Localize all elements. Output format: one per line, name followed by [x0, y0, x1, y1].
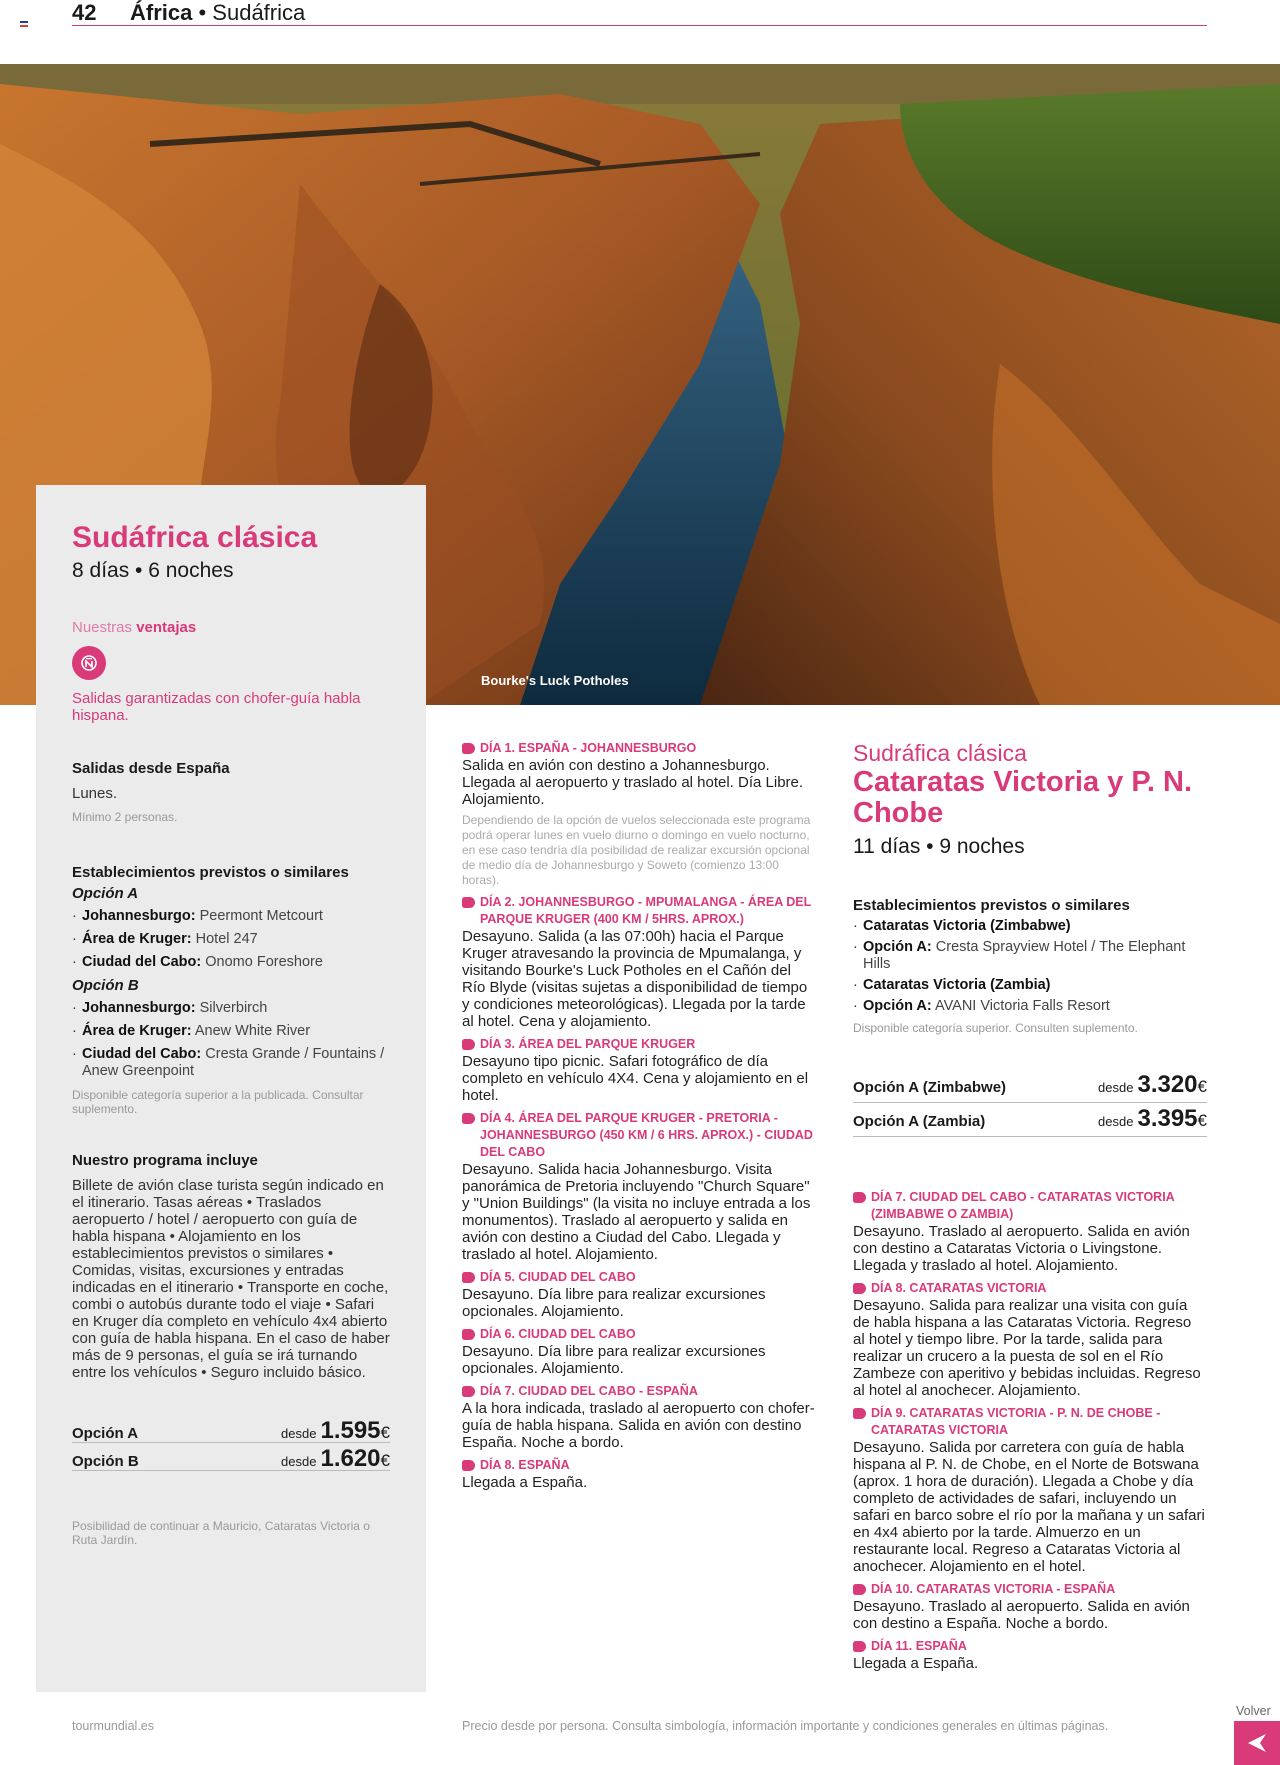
list-item: · Opción A: AVANI Victoria Falls Resort [853, 998, 1207, 1015]
spain-flag-icon [20, 21, 28, 27]
back-button[interactable] [1234, 1721, 1280, 1765]
advantages-heading [72, 619, 390, 636]
day-entry: DÍA 1. ESPAÑA - JOHANNESBURGO Salida en avión con destino a Johannesburgo. Llegada al aeropuerto y traslado al hotel. Día Libre. Alojamiento. Dependiendo de la opción de vuelos seleccionada este programa podrá operar lunes en vuelo diurno o domingo en vuelo nocturno, en ese caso tendría día posibilidad de realizar excursión opcional de medio día de Johannesburgo y Soweto (comienzo 13:00 horas). [462, 740, 817, 888]
extension-hotels-list [853, 918, 1207, 1015]
price-row: Opción A desde 1.595 € [72, 1417, 390, 1444]
list-item: · Ciudad del Cabo: Cresta Grande / Fountains / Anew Greenpoint [72, 1046, 390, 1080]
extension-hotels-heading: Establecimientos previstos o similares [853, 897, 1130, 914]
departures-min: Mínimo 2 personas. [72, 810, 178, 824]
day-entry: DÍA 6. CIUDAD DEL CABO Desayuno. Día libre para realizar excursiones opcionales. Alojamiento. [462, 1326, 817, 1377]
back-arrow-icon [1246, 1732, 1268, 1754]
footer-site-link[interactable]: tourmundial.es [72, 1719, 154, 1733]
hotels-heading: Establecimientos previstos o similares [72, 864, 349, 881]
day-entry: DÍA 10. CATARATAS VICTORIA - ESPAÑA Desayuno. Traslado al aeropuerto. Salida en avión con destino a España. Noche a bordo. [853, 1581, 1207, 1632]
day-entry: DÍA 3. ÁREA DEL PARQUE KRUGER Desayuno tipo picnic. Safari fotográfico de día completo en vehículo 4X4. Cena y alojamiento en el hotel. [462, 1036, 817, 1104]
departures-day: Lunes. [72, 785, 118, 802]
list-item: · Johannesburgo: Peermont Metcourt [72, 908, 390, 925]
day-entry: DÍA 11. ESPAÑA Llegada a España. [853, 1638, 1207, 1672]
itinerary-main [462, 740, 817, 1497]
advantages-text: Salidas garantizadas con chofer-guía habla hispana. [72, 690, 361, 724]
extension-duration: 11 días • 9 noches [853, 835, 1025, 858]
extension-title: Cataratas Victoria y P. N. Chobe [853, 766, 1193, 829]
footer-disclaimer: Precio desde por persona. Consulta simbología, información importante y condiciones generales en últimas páginas. [462, 1719, 1109, 1733]
extension-price-table [853, 1071, 1207, 1137]
option-b-list [72, 1000, 390, 1080]
tour-duration: 8 días • 6 noches [72, 559, 234, 582]
list-item: · Johannesburgo: Silverbirch [72, 1000, 390, 1017]
list-item: · Ciudad del Cabo: Onomo Foreshore [72, 954, 390, 971]
extension-subtitle: Sudráfica clásica [853, 740, 1027, 766]
hotels-note: Disponible categoría superior a la publicada. Consultar suplemento. [72, 1088, 364, 1116]
list-item: · Área de Kruger: Anew White River [72, 1023, 390, 1040]
price-table [72, 1417, 390, 1471]
spanish-guide-icon [72, 646, 106, 680]
day-entry: DÍA 2. JOHANNESBURGO - MPUMALANGA - ÁREA DEL PARQUE KRUGER (400 KM / 5HRS. APROX.) Desayuno. Salida (a las 07:00h) hacia el Parque Kruger atravesando la provincia de Mpumalanga, y visitando Bourke's Luck Potholes en el Cañón del Río Blyde (visitas sujetas a disponibilidad de tiempo y condiciones meteorológicas). Llegada por la tarde al hotel. Cena y alojamiento. [462, 894, 817, 1030]
list-item: · Área de Kruger: Hotel 247 [72, 931, 390, 948]
back-label: Volver [1236, 1704, 1271, 1718]
photo-caption: Bourke's Luck Potholes [481, 673, 629, 688]
includes-text: Billete de avión clase turista según indicado en el itinerario. Tasas aéreas • Traslados aeropuerto / hotel / aeropuerto con guía de habla hispana • Alojamiento en los establecimientos previstos o similares • Comidas, visitas, excursiones y entradas indicadas en el itinerario • Transporte en coche, combi o autobús durante todo el viaje • Safari en Kruger día completo en vehículo 4x4 abierto con guía de habla hispana. En el caso de haber más de 9 personas, el guía se irá turnando entre los vehículos • Seguro incluido básico. [72, 1177, 390, 1381]
breadcrumb-country: Sudáfrica [212, 0, 306, 25]
includes-heading: Nuestro programa incluye [72, 1152, 258, 1169]
breadcrumb-continent: África [130, 0, 193, 25]
price-row: Opción A (Zambia) desde 3.395 € [853, 1105, 1207, 1137]
list-item: · Cataratas Victoria (Zambia) [853, 977, 1207, 994]
price-row: Opción A (Zimbabwe) desde 3.320 € [853, 1071, 1207, 1103]
day-entry: DÍA 8. ESPAÑA Llegada a España. [462, 1457, 817, 1491]
breadcrumb: África • Sudáfrica [130, 0, 306, 25]
advantages-prefix: Nuestras [72, 619, 133, 636]
page-number: 42 [72, 0, 97, 25]
option-a-heading: Opción A [72, 885, 139, 902]
extension-hotels-note: Disponible categoría superior. Consulten suplemento. [853, 1021, 1138, 1035]
list-item: · Opción A: Cresta Sprayview Hotel / The Elephant Hills [853, 939, 1207, 973]
extension-itinerary [853, 1189, 1207, 1672]
tour-title: Sudáfrica clásica [72, 521, 318, 554]
continue-note: Posibilidad de continuar a Mauricio, Cataratas Victoria o Ruta Jardín. [72, 1519, 370, 1547]
day-entry: DÍA 9. CATARATAS VICTORIA - P. N. DE CHOBE - CATARATAS VICTORIA Desayuno. Salida por carretera con guía de habla hispana al P. N. de Chobe, en el Norte de Botswana (aprox. 1 hora de duración). Llegada a Chobe y día completo de actividades de safari, incluyendo un safari en barco sobre el río por la mañana y un safari en 4x4 abierto por la tarde. Almuerzo en un restaurante local. Regreso a Cataratas Victoria al anochecer. Alojamiento en el hotel. [853, 1405, 1207, 1575]
tour-summary-panel [36, 485, 426, 1692]
price-row: Opción B desde 1.620 € [72, 1445, 390, 1472]
day-entry: DÍA 4. ÁREA DEL PARQUE KRUGER - PRETORIA - JOHANNESBURGO (450 KM / 6 HRS. APROX.) - CIUDAD DEL CABO Desayuno. Salida hacia Johannesburgo. Visita panorámica de Pretoria incluyendo "Church Square" y "Union Buildings" (la visita no incluye entrada a los monumentos). Traslado al aeropuerto y salida en avión con destino a Ciudad del Cabo. Llegada y traslado al hotel. Alojamiento. [462, 1110, 817, 1263]
option-a-list [72, 908, 390, 971]
departures-heading: Salidas desde España [72, 760, 230, 777]
day-entry: DÍA 7. CIUDAD DEL CABO - ESPAÑA A la hora indicada, traslado al aeropuerto con chofer-guía de habla hispana. Salida en avión con destino España. Noche a bordo. [462, 1383, 817, 1451]
day-entry: DÍA 7. CIUDAD DEL CABO - CATARATAS VICTORIA (ZIMBABWE O ZAMBIA) Desayuno. Traslado al aeropuerto. Salida en avión con destino a Cataratas Victoria o Livingstone. Llegada y traslado al hotel. Alojamiento. [853, 1189, 1207, 1274]
day-entry: DÍA 5. CIUDAD DEL CABO Desayuno. Día libre para realizar excursiones opcionales. Alojamiento. [462, 1269, 817, 1320]
advantages-word: ventajas [136, 619, 197, 636]
page-header [72, 0, 1207, 26]
day-entry: DÍA 8. CATARATAS VICTORIA Desayuno. Salida para realizar una visita con guía de habla hispana a las Cataratas Victoria. Regreso al hotel y tiempo libre. Por la tarde, salida para realizar un crucero a la puesta de sol en el Río Zambeze con aperitivo y bebidas incluidas. Regreso al hotel al anochecer. Alojamiento. [853, 1280, 1207, 1399]
list-item: · Cataratas Victoria (Zimbabwe) [853, 918, 1207, 935]
extension-panel [853, 740, 1207, 1678]
option-b-heading: Opción B [72, 977, 139, 994]
